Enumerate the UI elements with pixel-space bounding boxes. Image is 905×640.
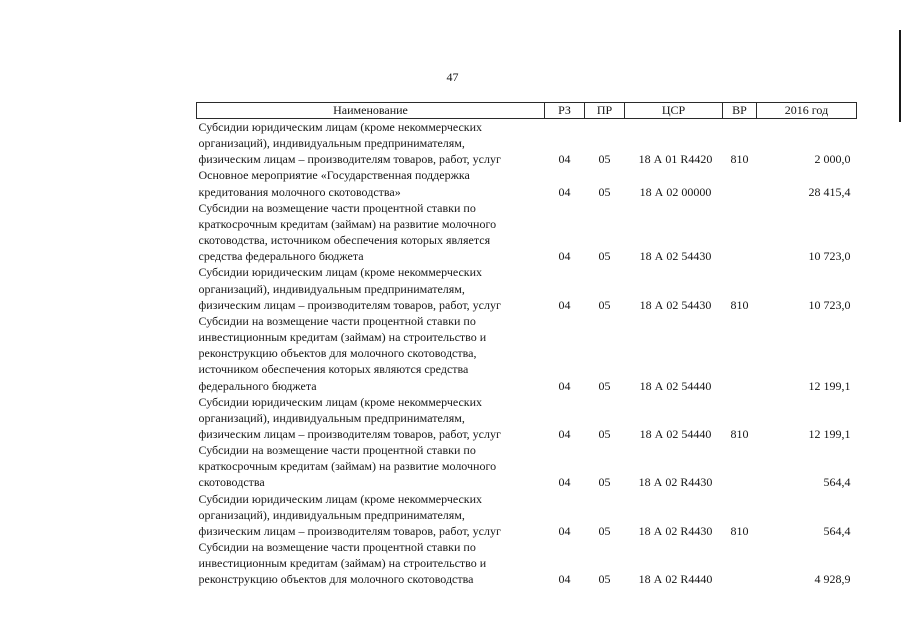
name-line: федерального бюджета bbox=[198, 378, 317, 393]
table-body bbox=[197, 119, 857, 588]
cell-rz: 04 bbox=[558, 523, 571, 538]
cell-name bbox=[197, 119, 545, 168]
cell-vr bbox=[723, 200, 757, 265]
cell-rz: 04 bbox=[558, 572, 571, 587]
name-line: Субсидии на возмещение части процентной ставки по bbox=[198, 313, 476, 328]
cell-pr: 05 bbox=[598, 184, 611, 199]
table-row bbox=[197, 264, 857, 312]
cell-name bbox=[197, 264, 545, 312]
cell-rz: 04 bbox=[558, 184, 571, 199]
name-line: организаций), индивидуальным предпринимателям, bbox=[198, 281, 465, 296]
cell-amount: 564,4 bbox=[823, 475, 851, 490]
cell-csr: 18 А 02 R4430 bbox=[638, 475, 713, 490]
header-vr: ВР bbox=[723, 103, 757, 119]
name-line: скотоводства bbox=[198, 475, 265, 490]
name-line: организаций), индивидуальным предпринимателям, bbox=[198, 410, 465, 425]
cell-pr: 05 bbox=[598, 297, 611, 312]
name-line: Субсидии на возмещение части процентной ставки по bbox=[198, 200, 476, 215]
table-row bbox=[197, 200, 857, 265]
name-line: кредитования молочного скотоводства» bbox=[198, 184, 401, 199]
cell-name bbox=[197, 539, 545, 587]
cell-amount: 2 000,0 bbox=[814, 152, 851, 167]
table-header bbox=[197, 103, 857, 119]
name-line: физическим лицам – производителям товаров, работ, услуг bbox=[198, 152, 501, 167]
cell-amount: 28 415,4 bbox=[808, 184, 851, 199]
cell-vr: 810 bbox=[730, 297, 749, 312]
cell-csr: 18 А 01 R4420 bbox=[638, 152, 713, 167]
name-line: источником обеспечения которых являются средства bbox=[198, 362, 469, 377]
name-line: Субсидии юридическим лицам (кроме некоммерческих bbox=[198, 491, 483, 506]
cell-pr: 05 bbox=[598, 475, 611, 490]
cell-amount: 4 928,9 bbox=[814, 572, 851, 587]
cell-vr bbox=[723, 539, 757, 587]
cell-rz: 04 bbox=[558, 426, 571, 441]
name-line: Субсидии юридическим лицам (кроме некоммерческих bbox=[198, 265, 483, 280]
name-line: инвестиционным кредитам (займам) на строительство и bbox=[198, 330, 487, 345]
table-row bbox=[197, 313, 857, 394]
cell-vr bbox=[723, 442, 757, 490]
page-number: 47 bbox=[446, 70, 459, 84]
budget-table bbox=[196, 102, 857, 588]
header-amount: 2016 год bbox=[757, 103, 857, 119]
cell-name bbox=[197, 394, 545, 442]
name-line: физическим лицам – производителям товаров, работ, услуг bbox=[198, 523, 501, 538]
name-line: Основное мероприятие «Государственная поддержка bbox=[198, 168, 470, 183]
cell-csr: 18 А 02 54430 bbox=[639, 249, 712, 264]
cell-vr: 810 bbox=[730, 152, 749, 167]
table-row bbox=[197, 167, 857, 199]
cell-name bbox=[197, 442, 545, 490]
cell-amount: 10 723,0 bbox=[808, 249, 851, 264]
cell-pr: 05 bbox=[598, 523, 611, 538]
cell-rz: 04 bbox=[558, 297, 571, 312]
cell-rz: 04 bbox=[558, 475, 571, 490]
cell-csr: 18 А 02 R4430 bbox=[638, 523, 713, 538]
name-line: краткосрочным кредитам (займам) на развитие молочного bbox=[198, 216, 497, 231]
table-row bbox=[197, 394, 857, 442]
cell-csr: 18 А 02 54440 bbox=[639, 378, 712, 393]
cell-rz: 04 bbox=[558, 152, 571, 167]
cell-name bbox=[197, 167, 545, 199]
header-row bbox=[197, 103, 857, 119]
cell-pr: 05 bbox=[598, 572, 611, 587]
cell-vr: 810 bbox=[730, 523, 749, 538]
cell-amount: 10 723,0 bbox=[808, 297, 851, 312]
name-line: скотоводства, источником обеспечения которых является bbox=[198, 233, 491, 248]
name-line: физическим лицам – производителям товаров, работ, услуг bbox=[198, 297, 501, 312]
cell-name bbox=[197, 491, 545, 539]
cell-csr: 18 А 02 00000 bbox=[639, 184, 712, 199]
cell-vr: 810 bbox=[730, 426, 749, 441]
scan-edge-mark bbox=[899, 30, 901, 122]
cell-pr: 05 bbox=[598, 378, 611, 393]
cell-name bbox=[197, 200, 545, 265]
cell-amount: 12 199,1 bbox=[808, 378, 851, 393]
name-line: краткосрочным кредитам (займам) на развитие молочного bbox=[198, 459, 497, 474]
name-line: Субсидии юридическим лицам (кроме некоммерческих bbox=[198, 120, 483, 134]
cell-rz: 04 bbox=[558, 378, 571, 393]
name-line: инвестиционным кредитам (займам) на строительство и bbox=[198, 556, 487, 571]
name-line: реконструкцию объектов для молочного скотоводства bbox=[198, 572, 474, 587]
name-line: организаций), индивидуальным предпринимателям, bbox=[198, 507, 465, 522]
cell-vr bbox=[723, 313, 757, 394]
cell-pr: 05 bbox=[598, 426, 611, 441]
header-pr: ПР bbox=[585, 103, 625, 119]
header-csr: ЦСР bbox=[625, 103, 723, 119]
cell-vr bbox=[723, 167, 757, 199]
cell-csr: 18 А 02 54440 bbox=[639, 426, 712, 441]
name-line: организаций), индивидуальным предпринимателям, bbox=[198, 136, 465, 151]
name-line: средства федерального бюджета bbox=[198, 249, 364, 264]
cell-name bbox=[197, 313, 545, 394]
cell-pr: 05 bbox=[598, 249, 611, 264]
name-line: Субсидии юридическим лицам (кроме некоммерческих bbox=[198, 394, 483, 409]
cell-amount: 12 199,1 bbox=[808, 426, 851, 441]
name-line: Субсидии на возмещение части процентной ставки по bbox=[198, 443, 476, 458]
name-line: реконструкцию объектов для молочного скотоводства, bbox=[198, 346, 477, 361]
table-row bbox=[197, 442, 857, 490]
cell-csr: 18 А 02 R4440 bbox=[638, 572, 713, 587]
header-name: Наименование bbox=[197, 103, 545, 119]
header-rz: РЗ bbox=[545, 103, 585, 119]
table-row bbox=[197, 491, 857, 539]
table-row bbox=[197, 119, 857, 168]
cell-amount: 564,4 bbox=[823, 523, 851, 538]
name-line: физическим лицам – производителям товаров, работ, услуг bbox=[198, 426, 501, 441]
name-line: Субсидии на возмещение части процентной ставки по bbox=[198, 540, 476, 555]
table-row bbox=[197, 539, 857, 587]
cell-pr: 05 bbox=[598, 152, 611, 167]
cell-csr: 18 А 02 54430 bbox=[639, 297, 712, 312]
cell-rz: 04 bbox=[558, 249, 571, 264]
